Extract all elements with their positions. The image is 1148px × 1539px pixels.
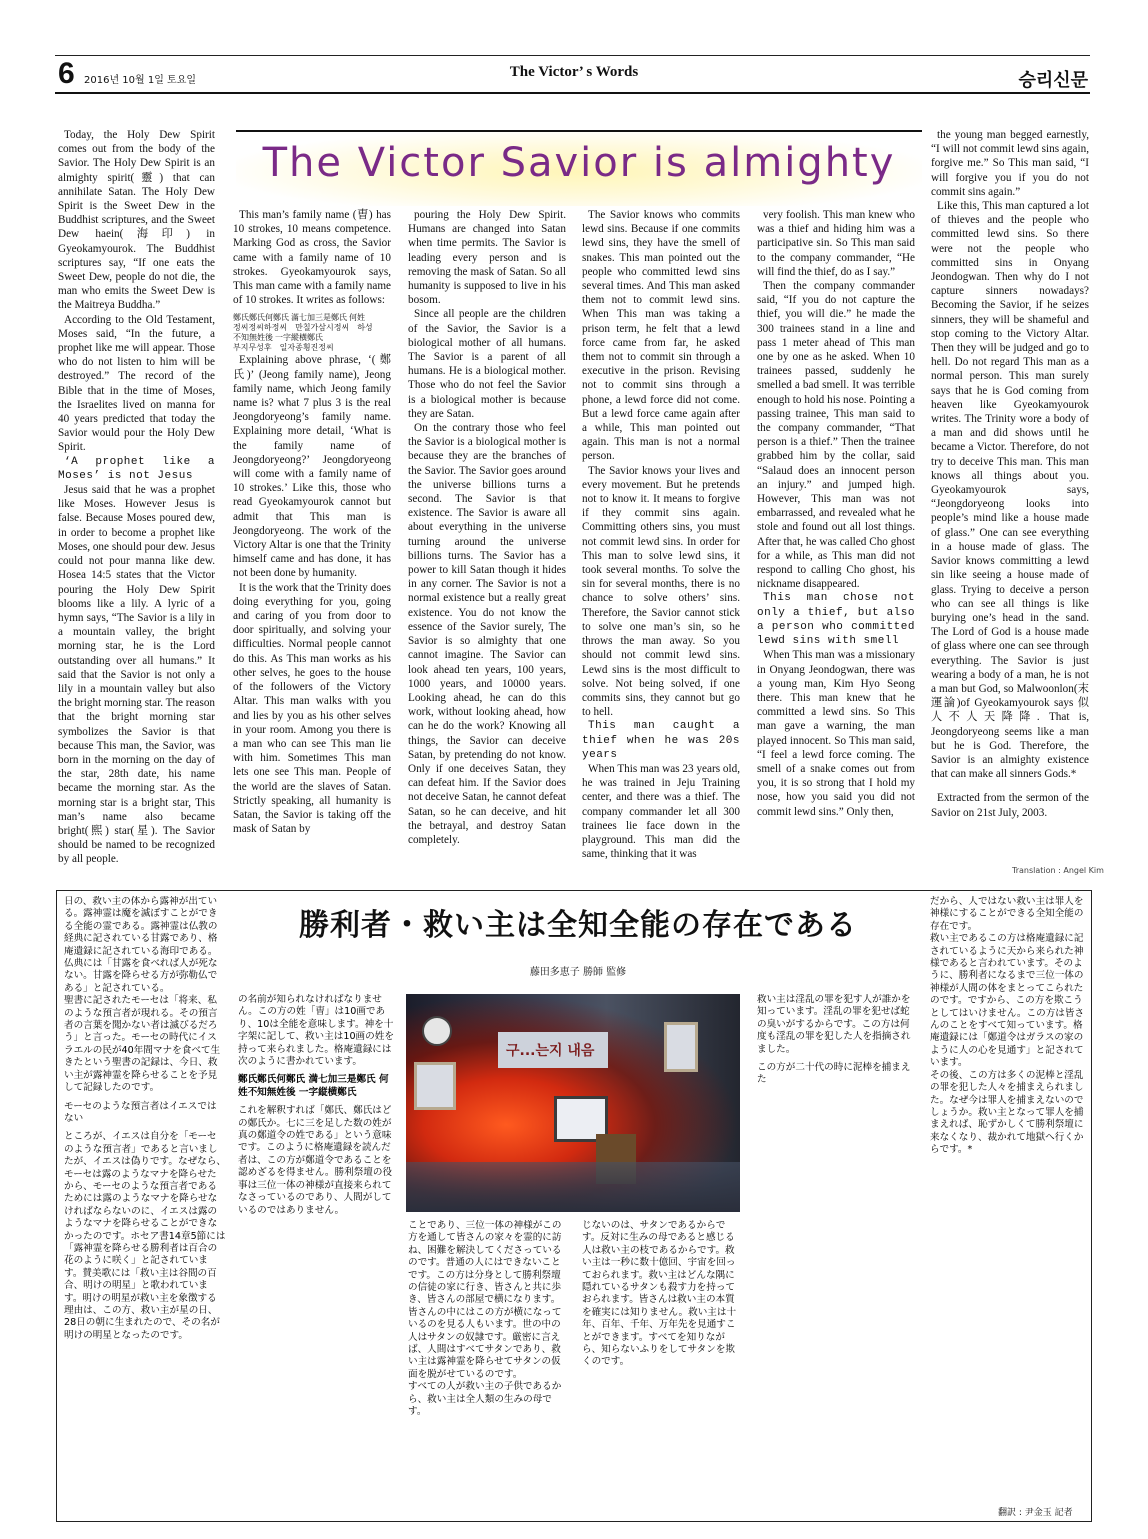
subheading: This man chose not only a thief, but also a person who committed lewd sins with smell: [757, 592, 915, 648]
floor: [406, 1162, 740, 1212]
paragraph: Like this, This man captured a lot of thieves and the people who committed lewd sins. So there were not the people who committed sins in Onyang Jeondogwan. Then why do I not capture sinners nowadays? Becoming the Savior, if he seizes sinners, they will be shameful and stop coming to the Victory Altar. Then they will be judged and go to hell. Do not regard This man as a normal person. This man surely says that he is God coming from heaven like Gyeokamyourok writes. The Trinity wore a body of a man and did shows until he became a Victor. Therefore, do not try to deceive This man. This man knows all things about you. Gyeokamyourok says, “Jeongdoryeong looks into people’s mind like a house made of glass.” One can see everything in a house made of glass. The Savior knows committing a lewd sin like seeing a house made of glass. Trying to deceive a person who can see all things is like burying one’s head in the sand. The Lord of God is a house made of glass where one can see through everything. The Savior is just wearing a body of a man, he is not a man but God, so Malwoonlon(末運論)of Gyeokamyourok says 似人不人天降降. That is, Jeongdoryeong seems like a man but he is God. Therefore, the Savior is an almighty existence that can make all sinners Gods.*: [931, 200, 1089, 781]
paragraph: pouring the Holy Dew Spirit. Humans are changed into Satan when time permits. The Savior is leading every person and is removing the mask of Satan. So all humanity is supposed to live in his bosom.: [408, 209, 566, 307]
section-title: The Victor’ s Words: [509, 64, 639, 80]
byline: 藤田多恵子 勝師 監修: [529, 967, 627, 978]
title-rule: [236, 130, 922, 132]
hanja-quote: 鄭氏鄭氏何鄭氏 満七加三是鄭氏 何姓不知無姓後 一字縦横鄭氏: [238, 1074, 389, 1098]
paragraph: の名前が知られなければなりません。この方の姓「曺」は10画であり、10は全能を意味します。神を十字架に記して、救い主は10画の姓を持って来られました。格庵遺録には次のように書かれています。: [238, 994, 394, 1068]
portrait-frame: [664, 1022, 698, 1072]
japanese-column-3: [408, 1220, 568, 1515]
paragraph: On the contrary those who feel the Savior is a biological mother is because they are the branches of the Savior. The Savior goes around the universe billions turns a second. The Savior is that existence. The Savior is aware all about everything in the universe turning around the universe billions turns. The Savior has a power to kill Satan though it hides in any corner. The Savior is not a normal existence but a really great existence. You do not know the essence of the Savior surely, The Savior is so almighty that one cannot imagine. The Savior can look ahead ten years, 100 years, 1000 years, and 10000 years. Looking ahead, he can do this work, without looking ahead, how can he do the work? Knowing all things, the Savior can deceive Satan, by pretending do not know. Only if one deceives Satan, they can defeat him. If the Savior does not deceive Satan, he cannot defeat Satan, so he can deceive, and hit the betrayal, and destroy Satan completely.: [408, 422, 566, 846]
paper-name: 승리신문: [1018, 70, 1088, 91]
issue-date: 2016년 10월 1일 토요일: [84, 75, 197, 86]
hanja-quote: 鄭氏鄭氏何鄭氏 滿七加三是鄭氏 何姓: [233, 313, 365, 323]
hanja-quote: 不知無姓後 一字縱橫鄭氏: [233, 333, 323, 343]
japanese-column-4: [757, 994, 917, 1514]
source-note: Extracted from the sermon of the Savior on 21st July, 2003.: [931, 792, 1089, 819]
english-column-4: [582, 208, 740, 873]
banner-text: 구...는지 내음: [506, 1043, 595, 1059]
translator-credit: Translation : Angel Kim: [1012, 866, 1104, 875]
english-column-6: [931, 128, 1089, 863]
japanese-column-2: [238, 994, 398, 1514]
paragraph: Jesus said that he was a prophet like Moses. However Jesus is false. Because Moses poured dew, in order to become a prophet like Moses, one should pour dew. Jesus could not pour manna like dew. Hosea 14:5 states that the Victor pouring the Holy Dew Spirit blooms like a lily. A lyric of a hymn says, “The Savior is a lily in a mountain valley, the bright morning star, he is the Lord outstanding over all humans.” It said that the Savior is not only a lily in a mountain valley but also the bright morning star. The reason that the bright morning star symbolizes the Savior is that because This man, the Savior, was born in the morning on the day of the star, 28th date, his name became the morning star. As the morning star is a bright star, This man’s name also became bright(熙) star(星). The Savior should be named to be recognized by all people.: [58, 484, 215, 866]
subheading: This man caught a thief when he was 20s years: [582, 720, 740, 761]
header-rule-bottom: [55, 92, 1090, 94]
paragraph: It is the work that the Trinity does doing everything for you, going and caring of you from door to door spiritually, and solving your difficulties. Normal people cannot do this. As This man works as his other selves, he goes to the house of the followers of the Victory Altar. This man walks with you and lies by you as his other selves in your room. Among you there is a man who can see This man lie with him. Sometimes This man lets one see This man. People of the world are the slaves of Satan. Strictly speaking, all humanity is Satan, the Savior is taking off the mask of Satan by: [233, 581, 391, 836]
article-title-english: The Victor Savior is almighty: [262, 140, 896, 186]
english-column-5: [757, 208, 915, 873]
photo-frame: [414, 1062, 456, 1110]
paragraph: This man’s family name (曺) has 10 strokes, 10 means competence. Marking God as cross, the Savior came with a family name of 10 strokes. Gyeokamyourok says, This man came with a family name of 10 strokes. It writes as follows:: [233, 209, 391, 307]
paragraph: 聖書に記されたモーセは「将来、私のような預言者が現れる。その預言者の言葉を聞かない者は滅びるだろう」と言った。モーセの時代にイスラエルの民が40年間マナを食べて生きたという聖書の記録は、今日、救い主が露神霊を降らせることを予見して記録したのです。: [64, 995, 221, 1094]
subheading: ‘A prophet like a Moses’ is not Jesus: [58, 455, 215, 482]
paragraph: じないのは、サタンであるからです。反対に生みの母であると感じる人は救い主の枝であるからです。救い主は一秒に数十億回、宇宙を回っておられます。救い主はどんな隅に隠れているサタンも殺す力を持っておられます。皆さんは救い主の本質を確実には知りません。救い主は十年、百年、千年、万年先を見通すことができます。すべてを知りながら、知らないふりをしてサタンを欺くのです。: [582, 1220, 737, 1368]
translator-credit-japanese: 翻訳 : 尹金玉 記者: [998, 1508, 1073, 1518]
english-column-1: [58, 128, 215, 873]
paragraph: Since all people are the children of the Savior, the Savior is a biological mother of all humans. The Savior is a parent of all humans. He is a biological mother. Those who do not feel the Savior is a biological mother is because they are Satan.: [408, 308, 566, 420]
article-photo: [406, 994, 740, 1212]
paragraph: The Savior knows who commits lewd sins. Because if one commits lewd sins, they have the smell of snakes. This man pointed out the people who committed lewd sins several times. And This man asked them not to commit lewd sins. When This man was taking a prison term, he felt that a lewd force came from far, he asked them not to commit sin through a executive in the prison. Revising not to commit sins through a phone, a lewd force did not come. But a lewd force came again after a while, This man pointed out again. This man is not a normal person.: [582, 209, 740, 463]
paragraph: ところが、イエスは自分を「モーセのような預言者」であると言いましたが、イエスは偽りです。なぜなら、モーセは露のようなマナを降らせたから、モーセのような預言者であるためには露のようなマナを降らせなければならないのに、イエスは露のようなマナを降らせることができなかったのです。ホセア書14章5節には「露神霊を降らせる勝利者は百合の花のように咲く」と記されています。賛美歌には「救い主は谷間の百合、明けの明星」と歌われています。明けの明星が救い主を象徴する理由は、この方、救い主が星の日、28日の朝に生まれたので、その名が明けの明星となったのです。: [64, 1131, 226, 1341]
paragraph: ことであり、三位一体の神様がこの方を通して皆さんの家々を霊的に訪ね、困難を解決してくださっているのです。普通の人にはできないことです。この方は分身として勝利祭壇の信徒の家に行き、皆さんと共に歩き、皆さんの部屋で横になります。皆さんの中にはこの方が横になっているのを見る人もいます。世の中の人はサタンの奴隷です。厳密に言えば、人間はすべてサタンであり、救い主は露神霊を降らせてサタンの仮面を脱がせているのです。: [408, 1220, 562, 1380]
banner-board: [498, 1032, 608, 1068]
japanese-column-1: [64, 896, 226, 1516]
header-rule-top: [55, 55, 1090, 56]
paragraph: Explaining above phrase, ‘(鄭氏)’ (Jeong family name), Jeong family name, which Jeong family name is? what 7 plus 3 is the real Jeongdoryeong’s family name. Explaining more detail, ‘What is the family name of Jeongdoryeong?’ Jeongdoryeong will come with a family name of 10 strokes.’ Like this, those who read Gyeokamyourok cannot but admit that This man is Jeongdoryeong. The work of the Victory Altar is one that the Trinity himself came and has done, it has not been done by humanity.: [233, 354, 391, 580]
paragraph: the young man begged earnestly, “I will not commit lewd sins again, forgive me.” So This man said, “I will forgive you if you do not commit sins again.”: [931, 129, 1089, 198]
english-column-2: [233, 208, 391, 873]
paragraph: When This man was a missionary in Onyang Jeondogwan, there was a young man, Kim Hyo Seong there. This man knew that he committed a lewd sins. So This man gave a warning, the man played innocent. So This man said, “I feel a lewd force coming. The smell of a snake comes out from you, it is so strong that I hold my nose, how you said you did not commit lewd sins.” Only then,: [757, 649, 915, 818]
paragraph: The Savior knows your lives and every movement. But he pretends not to know it. It means to forgive if they commit sins again. Committing others sins, you must not commit lewd sins. In order for This man to solve lewd sins, it took several months. To solve the sin for several months, there is no chance to solve others’ sins. Therefore, the Savior cannot stick to solve one man’s sin, so he throws the man away. So you should not commit lewd sins. Lewd sins is the most difficult to solve. Not being solved, if one commits sins, they cannot but go to hell.: [582, 464, 740, 719]
english-column-3: [408, 208, 566, 873]
paragraph: When This man was 23 years old, he was trained in Jeju Training center, and there was a thief. The company commander let all 300 trainees lie face down in the playground. This man did the same, thinking that it was: [582, 762, 740, 861]
paragraph: very foolish. This man knew who was a thief and hiding him was a participative sin. So This man said to the company commander, “He will find the thief, do as I say.”: [757, 209, 915, 278]
paragraph: その後、この方は多くの泥棒と淫乱の罪を犯した人々を捕まえられました。なぜ今は罪人を捕まえないのでしょうか。救い主となって罪人を捕まえれば、恥ずかしくて勝利祭壇に来なくなり、裁かれて地獄へ行くからです。*: [930, 1069, 1084, 1156]
paragraph: 救い主であるこの方は格庵遺録に記されているように天から来られた神様であると言われています。そのように、勝利者になるまで三位一体の神様が人間の体をまとってこられたのです。ですから、この方を欺こうとしてはいけません。この方は皆さんのことをすべて知っています。格庵遺録には「鄭道令はガラスの家のように人の心を見通す」と記されています。: [930, 933, 1085, 1069]
paragraph: すべての人が救い主の子供であるから、救い主は全人類の生みの母です。: [408, 1381, 562, 1418]
paragraph: 日の、救い主の体から露神が出ている。露神霊は魔を滅ぼすことができる全能の霊である。露神霊は仏教の経典に記されている甘露であり、格庵遺録に記されている海印である。仏典には「甘露を食べれば人が死なない。甘露を降らせる方が弥勒仏である」と記されている。: [64, 896, 218, 994]
article-title-japanese: 勝利者・救い主は全知全能の存在である: [299, 908, 857, 943]
paragraph: Then the company commander said, “If you do not capture the thief, you will die.” he made the 300 trainees stand in a line and pass 1 meter ahead of This man one by one as he asked. When 10 trainees passed, suddenly he smelled a bad smell. It was terrible enough to hold his nose. Pointing a passing trainee, This man said to the company commander, “That person is a thief.” Then the trainee grabbed him by the collar, said “Salaud does an innocent person an injury.” and jumped high. However, This man was not embarrassed, and revealed what he stole and found out all lost things. After that, he was called Cho ghost for a while, as This man did not respond to calling Cho ghost, his nickname disappeared.: [757, 280, 915, 591]
page-number: 6: [58, 57, 75, 90]
paragraph: According to the Old Testament, Moses said, “In the future, a prophet like me will appear. Those who do not listen to him will be destroyed.” The record of the Bible that in the time of Moses, the Israelites lived on manna for 40 years predicted that today the Savior would pour the Holy Dew Spirit.: [58, 313, 215, 454]
hanja-reading: 부지무성후 일자종횡진정씨: [233, 343, 334, 353]
hanja-reading: 정씨정씨하정씨 만칠가삼시정씨 하성: [233, 323, 373, 333]
paragraph: だから、人ではない救い主は罪人を神様にすることができる全知全能の存在です。: [930, 896, 1084, 932]
japanese-column-5: [930, 896, 1086, 1496]
subheading: この方が二十代の時に泥棒を捕まえた: [757, 1062, 911, 1086]
paragraph: これを解釈すれば「鄭氏、鄭氏はどの鄭氏か。七に三を足した数の姓が真の鄭道令の姓である」という意味です。このように格庵遺録を読んだ者は、この方が鄭道令であることを認めざるを得ません。勝利祭壇の役事は三位一体の神様が直接来られてなさっているのであり、人間がしているのではありません。: [238, 1105, 393, 1216]
clock-icon: [422, 1016, 452, 1046]
paragraph: 救い主は淫乱の罪を犯す人が誰かを知っています。淫乱の罪を犯せば蛇の臭いがするからです。この方は何度も淫乱の罪を犯した人を指摘されました。: [757, 994, 911, 1055]
paragraph: Today, the Holy Dew Spirit comes out from the body of the Savior. The Holy Dew Spirit is an almighty spirit(靈) that can annihilate Satan. The Holy Dew Spirit is the Sweet Dew in the Buddhist scriptures, and the Sweet Dew haein(海印) in Gyeokamyourok. The Buddhist scriptures say, “If one eats the Sweet Dew, people do not die, the man who emits the Sweet Dew is the Maitreya Buddha.”: [58, 129, 215, 312]
japanese-column-3b: [582, 1220, 742, 1515]
subheading: モーセのような預言者はイエスではない: [64, 1100, 217, 1124]
